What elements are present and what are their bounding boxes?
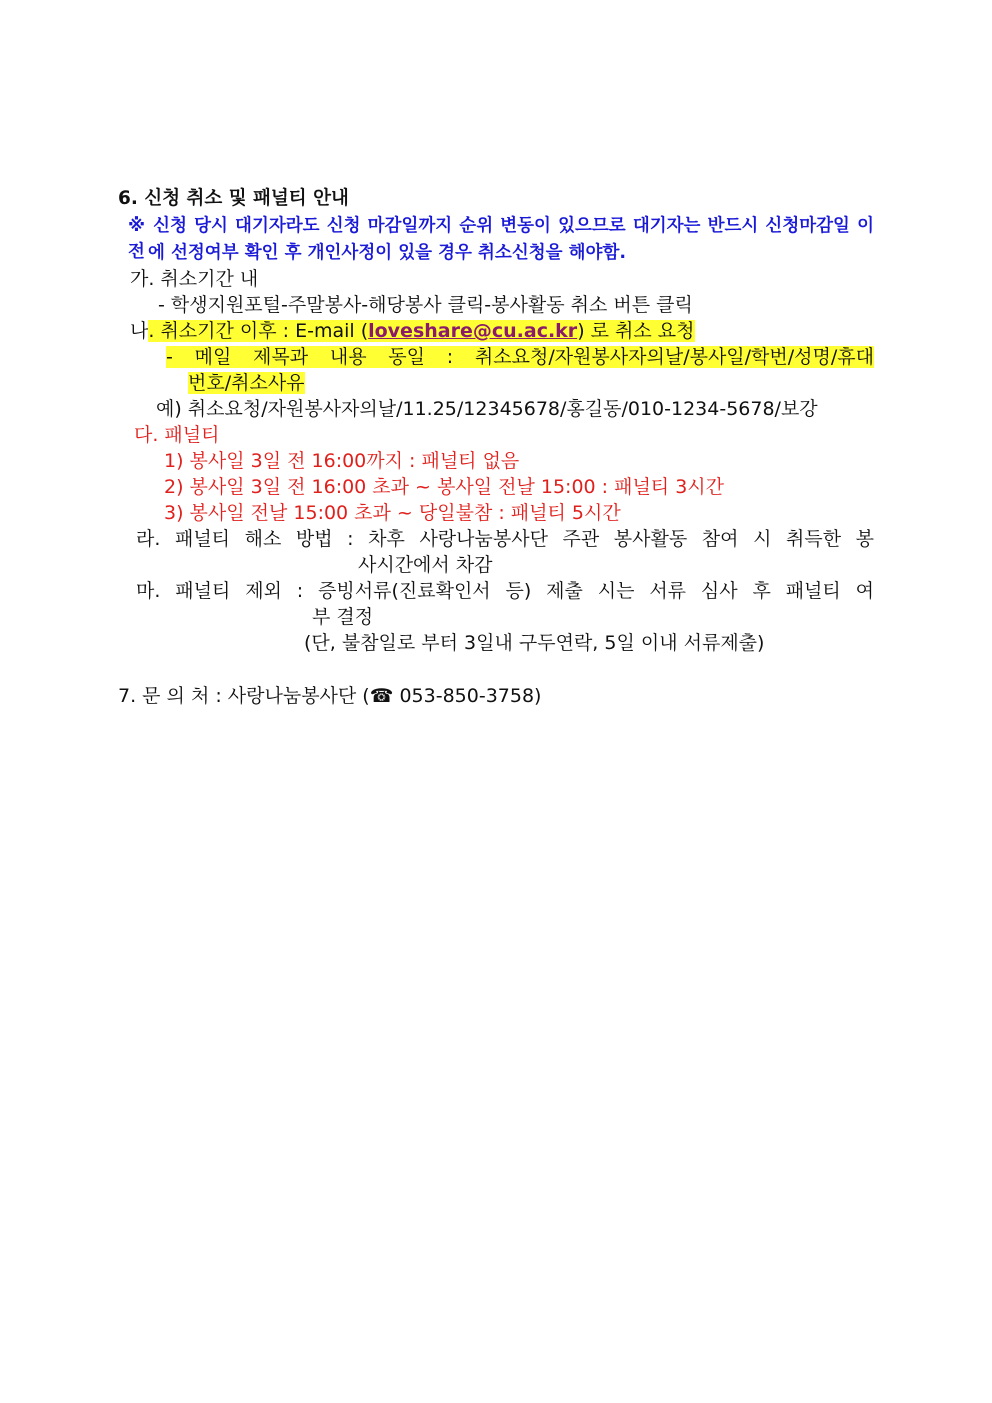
- email-link[interactable]: loveshare@cu.ac.kr: [368, 320, 578, 342]
- contact-line: [118, 683, 541, 709]
- na-item-line-2-text: 번호/취소사유: [188, 372, 305, 394]
- na-text-before: . 취소기간 이후 : E-mail (: [148, 320, 369, 342]
- ma-line-2: 부 결정: [312, 606, 374, 628]
- ra-line-1: 라. 패널티 해소 방법 : 차후 사랑나눔봉사단 주관 봉사활동 참여 시 취득한 봉: [136, 528, 874, 550]
- na-highlight: [148, 320, 694, 342]
- contact-phone: 053-850-3758): [393, 685, 542, 707]
- da-item-1: 1) 봉사일 3일 전 16:00까지 : 패널티 없음: [164, 450, 520, 472]
- example-line: 예) 취소요청/자원봉사자의날/11.25/12345678/홍길동/010-1234-5678/보강: [156, 398, 818, 420]
- da-item-3: 3) 봉사일 전날 15:00 초과 ~ 당일불참 : 패널티 5시간: [164, 502, 621, 524]
- ra-line-2: 사시간에서 차감: [358, 554, 493, 576]
- phone-icon: ☎: [369, 685, 394, 707]
- da-title: 다. 패널티: [134, 424, 220, 446]
- na-title: [130, 318, 695, 344]
- da-item-2: 2) 봉사일 3일 전 16:00 초과 ~ 봉사일 전날 15:00 : 패널티 3시간: [164, 476, 725, 498]
- na-item-line-1: [166, 344, 874, 370]
- contact-text-before: 7. 문 의 처 : 사랑나눔봉사단 (: [118, 685, 370, 707]
- na-prefix: 나: [130, 320, 149, 342]
- ma-line-3: (단, 불참일로 부터 3일내 구두연락, 5일 이내 서류제출): [304, 632, 765, 654]
- section-6-title: 6. 신청 취소 및 패널티 안내: [118, 188, 349, 209]
- na-text-after: ) 로 취소 요청: [577, 320, 695, 342]
- ma-line-1: 마. 패널티 제외 : 증빙서류(진료확인서 등) 제출 시는 서류 심사 후 패널티 여: [136, 580, 874, 602]
- notice-line-1: ※ 신청 당시 대기자라도 신청 마감일까지 순위 변동이 있으므로 대기자는 반드시 신청마감일 이전: [128, 216, 874, 262]
- na-item-line-2: [188, 370, 305, 396]
- ga-title: 가. 취소기간 내: [130, 268, 259, 290]
- notice-line-2: 에 선정여부 확인 후 개인사정이 있을 경우 취소신청을 해야함.: [148, 243, 627, 263]
- ga-item: - 학생지원포털-주말봉사-해당봉사 클릭-봉사활동 취소 버튼 클릭: [158, 294, 693, 316]
- na-item-line-1-text: - 메일 제목과 내용 동일 : 취소요청/자원봉사자의날/봉사일/학번/성명/휴대: [166, 346, 874, 368]
